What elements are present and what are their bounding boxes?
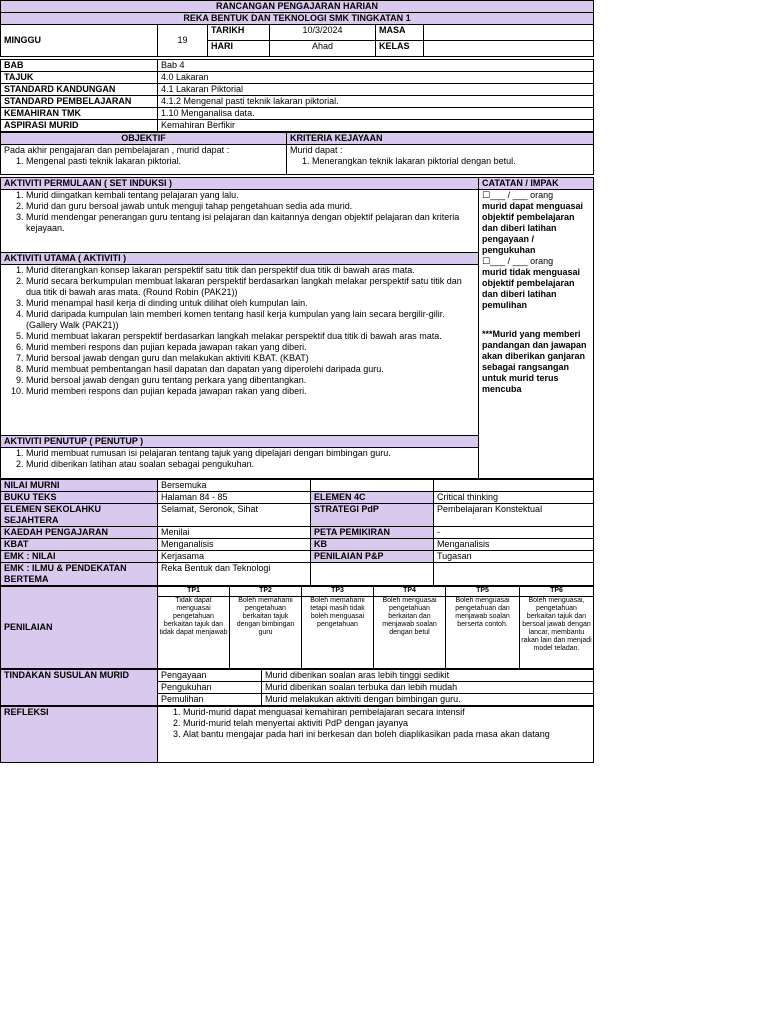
kriteria-intro: Murid dapat : — [290, 145, 343, 155]
kb-label: KB — [311, 539, 434, 551]
masa-label: MASA — [376, 25, 424, 41]
kriteria-body — [287, 145, 594, 175]
kriteria-item: 1. Menerangkan teknik lakaran piktorial dengan betul. — [312, 156, 590, 167]
aspirasi-label: ASPIRASI MURID — [1, 120, 158, 132]
emk-nilai-value: Kerjasama — [158, 551, 311, 563]
minggu-value: 19 — [158, 25, 208, 57]
refleksi-item: 1. Murid-murid dapat menguasai kemahiran pembelajaran secara intensif — [183, 707, 590, 718]
meta-empty — [434, 480, 594, 492]
permulaan-body — [1, 190, 479, 253]
pengayaan-value: Murid diberikan soalan aras lebih tinggi sedikit — [262, 670, 594, 682]
descriptor-tp4: Boleh menguasai pengetahuan berkaitan dan menjawab soalan dengan betul — [374, 597, 446, 669]
utama-item: 7. Murid bersoal jawab dengan guru dan melakukan aktiviti KBAT. (KBAT) — [26, 353, 475, 364]
descriptor-tp6: Boleh menguasai, pengetahuan berkaitan tajuk dan bersoal jawab dengan lancar, membantu rakan lain dan menjadi model teladan. — [520, 597, 594, 669]
emk-ilmu-label: EMK : ILMU & PENDEKATAN BERTEMA — [1, 563, 158, 586]
tmk-label: KEMAHIRAN TMK — [1, 108, 158, 120]
kriteria-heading: KRITERIA KEJAYAAN — [287, 133, 594, 145]
utama-item: 3. Murid menampal hasil kerja di dinding untuk dilihat oleh kumpulan lain. — [26, 298, 475, 309]
pengukuhan-value: Murid diberikan soalan terbuka dan lebih mudah — [262, 682, 594, 694]
utama-item: 5. Murid membuat lakaran perspektif berdasarkan langkah melakar perspektif dua titik di bawah aras mata. — [26, 331, 475, 342]
objektif-body — [1, 145, 287, 175]
kelas-label: KELAS — [376, 41, 424, 57]
descriptor-tp1: Tidak dapat menguasai pengetahuan berkaitan tajuk dan tidak dapat menjawab — [158, 597, 230, 669]
sekolahku-value: Selamat, Seronok, Sihat — [158, 504, 311, 527]
utama-body — [1, 265, 479, 436]
level-tp4: TP4 — [374, 587, 446, 597]
masa-value — [424, 25, 594, 41]
utama-item: 10. Murid memberi respons dan pujian kepada jawapan rakan yang diberi. — [26, 386, 475, 397]
penutup-body — [1, 448, 479, 479]
nilai-murni-label: NILAI MURNI — [1, 480, 158, 492]
catatan-note: ***Murid yang memberi pandangan dan jawapan akan diberikan ganjaran sebagai rangsangan untuk murid terus mencuba — [482, 329, 587, 394]
utama-item: 8. Murid membuat pembentangan hasil dapatan dan dapatan yang diperolehi daripada guru. — [26, 364, 475, 375]
meta-empty — [434, 563, 594, 586]
plan-title: RANCANGAN PENGAJARAN HARIAN — [1, 1, 594, 13]
catatan-line1-text: murid dapat menguasai objektif pembelajaran dan diberi latihan pengayaan / pengukuhan — [482, 201, 584, 255]
kaedah-label: KAEDAH PENGAJARAN — [1, 527, 158, 539]
penilaian-label: PENILAIAN — [1, 587, 158, 669]
tindakan-label: TINDAKAN SUSULAN MURID — [1, 670, 158, 706]
bab-label: BAB — [1, 60, 158, 72]
pengayaan-key: Pengayaan — [158, 670, 262, 682]
descriptor-tp5: Boleh menguasai pengetahuan dan menjawab soalan berserta contoh. — [446, 597, 520, 669]
utama-heading: AKTIVITI UTAMA ( AKTIVITI ) — [1, 253, 479, 265]
penilaian-pp-value: Tugasan — [434, 551, 594, 563]
tindakan-table — [0, 669, 594, 706]
tarikh-value: 10/3/2024 — [270, 25, 376, 41]
kbat-value: Menganalisis — [158, 539, 311, 551]
descriptor-tp2: Boleh memahami pengetahuan berkaitan tajuk dengan bimbingan guru — [230, 597, 302, 669]
pemulihan-value: Murid melakukan aktiviti dengan bimbingan guru. — [262, 694, 594, 706]
penilaian-pp-label: PENILAIAN P&P — [311, 551, 434, 563]
catatan-line2-text: murid tidak menguasai objektif pembelajaran dan diberi latihan pemulihan — [482, 267, 581, 310]
pemulihan-key: Pemulihan — [158, 694, 262, 706]
sp-label: STANDARD PEMBELAJARAN — [1, 96, 158, 108]
sp-value: 4.1.2 Mengenal pasti teknik lakaran piktorial. — [158, 96, 594, 108]
penilaian-table — [0, 586, 594, 669]
permulaan-heading: AKTIVITI PERMULAAN ( SET INDUKSI ) — [1, 178, 479, 190]
utama-item: 9. Murid bersoal jawab dengan guru tentang perkara yang dibentangkan. — [26, 375, 475, 386]
hari-value: Ahad — [270, 41, 376, 57]
tmk-value: 1.10 Menganalisa data. — [158, 108, 594, 120]
activity-table — [0, 177, 594, 479]
sk-value: 4.1 Lakaran Piktorial — [158, 84, 594, 96]
minggu-label: MINGGU — [1, 25, 158, 57]
catatan-line2-blank: ☐___ / ___ orang — [482, 256, 554, 266]
level-tp6: TP6 — [520, 587, 594, 597]
strategi-value: Pembelajaran Konstektual — [434, 504, 594, 527]
strategi-label: STRATEGI PdP — [311, 504, 434, 527]
catatan-line1-blank: ☐___ / ___ orang — [482, 190, 554, 200]
refleksi-item: 3. Alat bantu mengajar pada hari ini berkesan dan boleh diaplikasikan pada masa akan datang — [183, 729, 590, 740]
bab-value: Bab 4 — [158, 60, 594, 72]
utama-item: 4. Murid daripada kumpulan lain memberi komen tentang hasil kerja kumpulan yang lain secara bergilir-gilir. (Gallery Walk (PAK21)) — [26, 309, 475, 331]
emk-ilmu-value: Reka Bentuk dan Teknologi — [158, 563, 311, 586]
elemen-4c-label: ELEMEN 4C — [311, 492, 434, 504]
penutup-heading: AKTIVITI PENUTUP ( PENUTUP ) — [1, 436, 479, 448]
utama-item: 6. Murid memberi respons dan pujian kepada jawapan rakan yang diberi. — [26, 342, 475, 353]
sekolahku-label: ELEMEN SEKOLAHKU SEJAHTERA — [1, 504, 158, 527]
refleksi-item: 2. Murid-murid telah menyertai aktiviti PdP dengan jayanya — [183, 718, 590, 729]
objektif-item: 1. Mengenal pasti teknik lakaran piktorial. — [26, 156, 283, 167]
utama-item: 1. Murid diterangkan konsep lakaran perspektif satu titik dan perspektif dua titik di bawah aras mata. — [26, 265, 475, 276]
permulaan-item: 1. Murid diingatkan kembali tentang pelajaran yang lalu. — [26, 190, 475, 201]
objektif-heading: OBJEKTIF — [1, 133, 287, 145]
meta-table — [0, 479, 594, 586]
catatan-heading: CATATAN / IMPAK — [479, 178, 594, 190]
descriptor-tp3: Boleh memahami tetapi masih tidak boleh menguasai pengetahuan — [302, 597, 374, 669]
buku-teks-label: BUKU TEKS — [1, 492, 158, 504]
hari-label: HARI — [208, 41, 270, 57]
utama-item: 2. Murid secara berkumpulan membuat lakaran perspektif berdasarkan langkah melakar perspektif satu titik dan dua titik di bawah aras mata. (Round Robin (PAK21)) — [26, 276, 475, 298]
kelas-value — [424, 41, 594, 57]
penutup-item: 1. Murid membuat rumusan isi pelajaran tentang tajuk yang dipelajari dengan bimbingan guru. — [26, 448, 475, 459]
kbat-label: KBAT — [1, 539, 158, 551]
meta-empty — [311, 563, 434, 586]
catatan-body — [479, 190, 594, 479]
objektif-intro: Pada akhir pengajaran dan pembelajaran , murid dapat : — [4, 145, 230, 155]
nilai-murni-value: Bersemuka — [158, 480, 311, 492]
refleksi-label: REFLEKSI — [1, 707, 158, 763]
kaedah-value: Menilai — [158, 527, 311, 539]
buku-teks-value: Halaman 84 - 85 — [158, 492, 311, 504]
kb-value: Menganalisis — [434, 539, 594, 551]
level-tp3: TP3 — [302, 587, 374, 597]
peta-value: - — [434, 527, 594, 539]
permulaan-item: 3. Murid mendengar penerangan guru tentang isi pelajaran dan kaitannya dengan objektif pelajaran dan kriteria kejayaan. — [26, 212, 475, 234]
elemen-4c-value: Critical thinking — [434, 492, 594, 504]
tajuk-label: TAJUK — [1, 72, 158, 84]
level-tp5: TP5 — [446, 587, 520, 597]
peta-label: PETA PEMIKIRAN — [311, 527, 434, 539]
level-tp1: TP1 — [158, 587, 230, 597]
refleksi-table — [0, 706, 594, 763]
plan-subtitle: REKA BENTUK DAN TEKNOLOGI SMK TINGKATAN 1 — [1, 13, 594, 25]
level-tp2: TP2 — [230, 587, 302, 597]
meta-empty — [311, 480, 434, 492]
header-table — [0, 0, 594, 57]
tajuk-value: 4.0 Lakaran — [158, 72, 594, 84]
penutup-item: 2. Murid diberikan latihan atau soalan sebagai pengukuhan. — [26, 459, 475, 470]
aspirasi-value: Kemahiran Berfikir — [158, 120, 594, 132]
refleksi-body — [158, 707, 594, 763]
tarikh-label: TARIKH — [208, 25, 270, 41]
permulaan-item: 2. Murid dan guru bersoal jawab untuk menguji tahap pengetahuan sedia ada murid. — [26, 201, 475, 212]
emk-nilai-label: EMK : NILAI — [1, 551, 158, 563]
topic-table — [0, 59, 594, 132]
sk-label: STANDARD KANDUNGAN — [1, 84, 158, 96]
objective-table — [0, 132, 594, 175]
pengukuhan-key: Pengukuhan — [158, 682, 262, 694]
